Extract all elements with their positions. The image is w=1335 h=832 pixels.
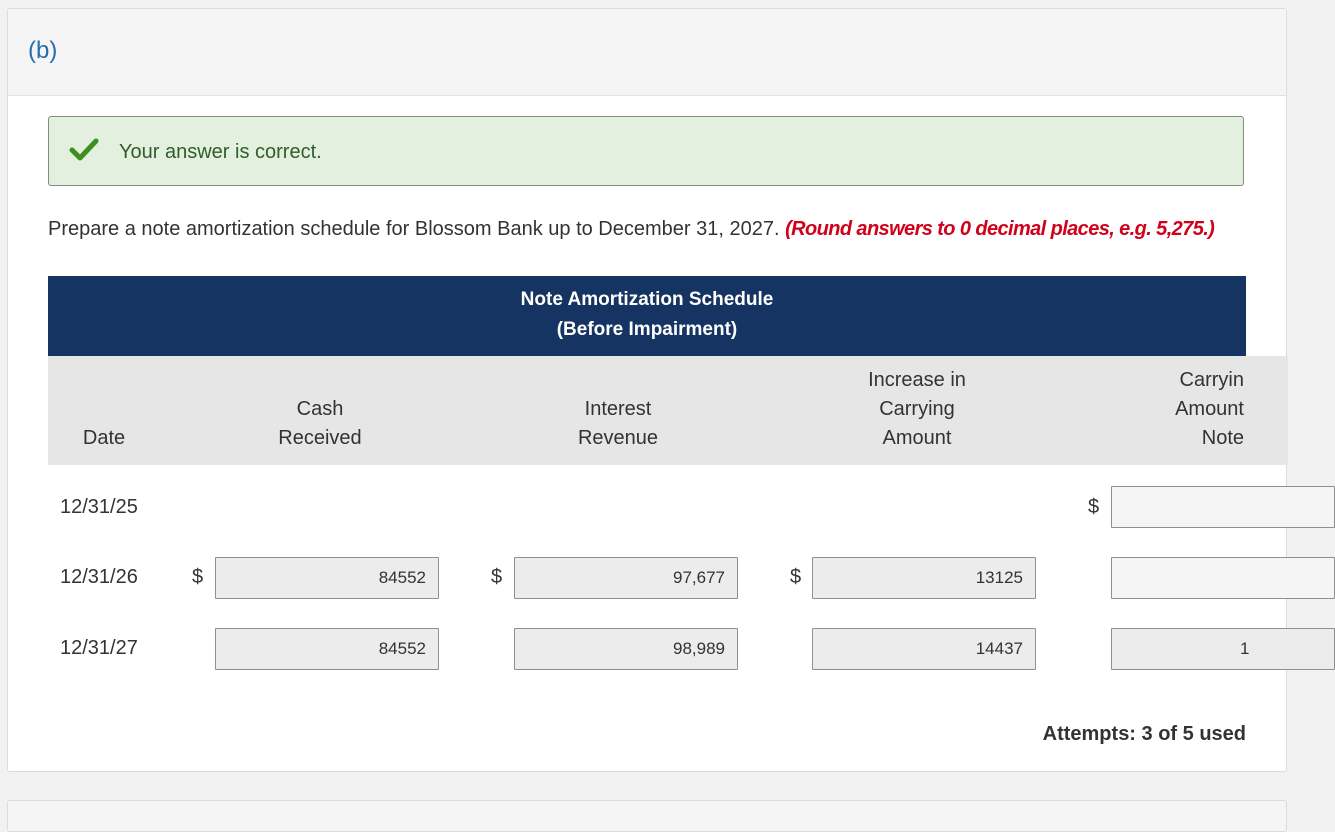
increase-carrying-input[interactable]: 14437 (812, 628, 1036, 670)
next-question-card (7, 800, 1287, 832)
dollar-sign: $ (192, 566, 204, 588)
cash-received-input[interactable]: 84552 (215, 557, 439, 599)
question-card (7, 8, 1287, 772)
interest-revenue-input[interactable]: 98,989 (514, 628, 738, 670)
table-title: Note Amortization Schedule (520, 289, 774, 310)
row-date: 12/31/27 (60, 637, 138, 659)
instruction (48, 218, 1214, 241)
table-subtitle: (Before Impairment) (556, 319, 738, 340)
dollar-sign: $ (790, 566, 802, 588)
header-interest-revenue: Interest Revenue (577, 398, 659, 449)
header-carrying-amount: Carryin Amount Note (1175, 369, 1244, 449)
increase-carrying-input[interactable]: 13125 (812, 557, 1036, 599)
dollar-sign: $ (491, 566, 503, 588)
feedback-message: Your answer is correct. (119, 141, 322, 163)
header-cash-received: Cash Received (278, 398, 362, 449)
rounding-note: (Round answers to 0 decimal places, e.g. 5,275.) (785, 218, 1215, 240)
carrying-amount-input[interactable] (1111, 557, 1335, 599)
part-label: (b) (28, 37, 58, 64)
correct-answer-banner (48, 116, 1244, 186)
attempts-counter: Attempts: 3 of 5 used (1042, 723, 1246, 745)
interest-revenue-input[interactable]: 97,677 (514, 557, 738, 599)
card-header (8, 9, 1286, 96)
header-date: Date (82, 427, 126, 449)
cash-received-input[interactable]: 84552 (215, 628, 439, 670)
column-headers (48, 356, 1288, 465)
carrying-amount-input[interactable] (1111, 486, 1335, 528)
row-date: 12/31/25 (60, 496, 138, 518)
instruction-text: Prepare a note amortization schedule for Blossom Bank up to December 31, 2027. (48, 218, 780, 240)
header-increase-carrying: Increase in Carrying Amount (868, 369, 966, 449)
checkmark-icon (69, 138, 99, 162)
row-date: 12/31/26 (60, 566, 138, 588)
dollar-sign: $ (1088, 496, 1100, 518)
carrying-amount-input[interactable]: 1 (1111, 628, 1335, 670)
table-title-bar (48, 276, 1246, 356)
amortization-table (48, 276, 1250, 696)
